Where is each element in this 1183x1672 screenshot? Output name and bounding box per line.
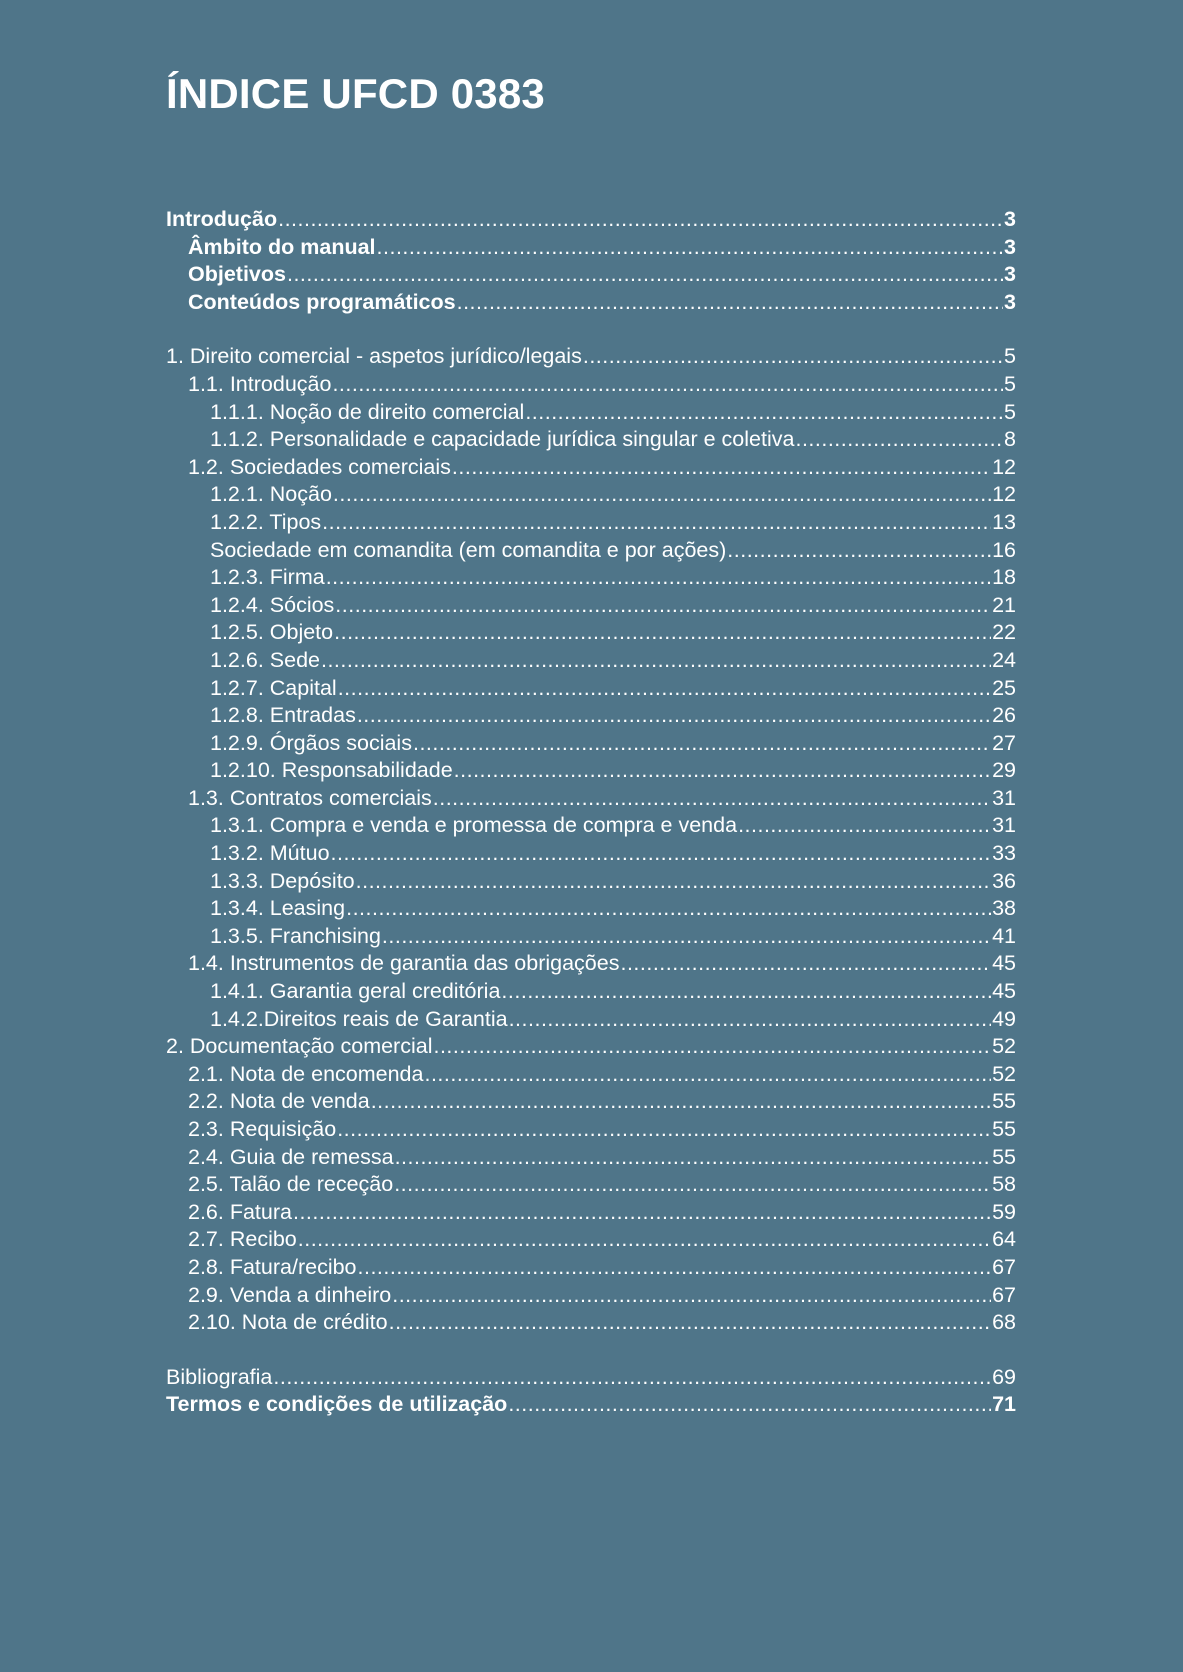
toc-entry-label: 2.2. Nota de venda [188,1089,370,1114]
dot-leader [287,261,1003,289]
toc-entry-page-number: 64 [992,1227,1016,1252]
dot-leader [278,206,1003,234]
toc-entry[interactable] [166,371,1016,399]
toc-entry-label: 2.3. Requisição [188,1117,337,1141]
toc-entry[interactable] [166,785,1016,813]
toc-entry-page-number: 18 [992,565,1016,590]
toc-entry-page-number: 31 [992,785,1016,810]
toc-entry-label: 1.2. Sociedades comerciais [188,454,451,479]
toc-entry-label: 1.3.3. Depósito [210,868,355,893]
toc-entry[interactable] [166,564,1016,592]
dot-leader [273,1364,991,1392]
toc-entry[interactable] [166,840,1016,868]
toc-entry-page-number: 52 [992,1061,1016,1086]
toc-entry-label: 1.1. Introdução [188,371,332,396]
toc-entry-label: 2.5. Talão de receção [188,1172,394,1197]
dot-leader [326,564,991,592]
toc-entry-page-number: 38 [992,896,1016,921]
toc-entry-label: 2. Documentação comercial [166,1034,433,1059]
toc-entry[interactable] [166,426,1016,454]
dot-leader [727,537,991,565]
toc-entry-label: 1.2.8. Entradas [210,703,356,728]
toc-entry[interactable] [166,868,1016,896]
toc-entry[interactable] [166,289,1016,317]
toc-entry[interactable] [166,1254,1016,1282]
toc-entry[interactable] [166,234,1016,262]
toc-entry-page-number: 27 [992,730,1016,755]
toc-entry[interactable] [166,1309,1016,1337]
toc-entry-label: 1.1.1. Noção de direito comercial [210,399,525,424]
toc-entry-label: 1.2.4. Sócios [210,592,335,617]
toc-entry-label: 1.2.9. Órgãos sociais [210,730,412,755]
toc-entry[interactable] [166,1364,1016,1392]
dot-leader [346,895,991,923]
dot-leader [358,1254,992,1282]
toc-entry[interactable] [166,454,1016,482]
toc-entry-page-number: 67 [992,1254,1016,1279]
dot-leader [392,1282,991,1310]
dot-leader [395,1144,992,1172]
toc-entry-page-number: 16 [992,537,1016,562]
toc-entry-label: 2.4. Guia de remessa [188,1144,394,1169]
toc-entry[interactable] [166,1199,1016,1227]
dot-leader [331,840,992,868]
toc-entry-label: 2.10. Nota de crédito [188,1310,388,1335]
toc-entry[interactable] [166,1226,1016,1254]
toc-entry-label: 1.2.6. Sede [210,647,320,672]
dot-leader [433,1033,991,1061]
toc-entry-page-number: 29 [992,758,1016,783]
toc-entry[interactable] [166,261,1016,289]
dot-leader [334,619,991,647]
toc-entry-page-number: 22 [992,620,1016,645]
dot-leader [525,399,1003,427]
toc-entry-label: Conteúdos programáticos [188,289,456,314]
toc-entry-label: 2.1. Nota de encomenda [188,1061,424,1086]
toc-entry[interactable] [166,592,1016,620]
toc-entry-label: 1.2.5. Objeto [210,620,334,645]
toc-entry-page-number: 45 [992,979,1016,1004]
toc-entry-label: 1. Direito comercial - aspetos jurídico/legais [166,344,582,369]
dot-leader [333,481,991,509]
dot-leader [413,730,991,758]
toc-entry-label: Introdução [166,207,278,231]
toc-entry-label: 1.3.2. Mútuo [210,841,330,866]
toc-entry-page-number: 55 [992,1089,1016,1114]
toc-entry-page-number: 69 [992,1364,1016,1389]
toc-entry-page-number: 52 [992,1034,1016,1059]
toc-entry-label: 2.7. Recibo [188,1227,297,1252]
toc-entry[interactable] [166,1061,1016,1089]
toc-entry-label: 1.1.2. Personalidade e capacidade jurídica singular e coletiva [210,427,795,452]
toc-entry-page-number: 5 [1004,344,1016,369]
toc-entry-label: 1.3.1. Compra e venda e promessa de compra e venda [210,813,738,838]
toc-entry-label: 1.3. Contratos comerciais [188,785,432,810]
dot-leader [583,343,1003,371]
toc-entry[interactable] [166,647,1016,675]
toc-entry[interactable] [166,950,1016,978]
toc-entry-page-number: 58 [992,1172,1016,1197]
toc-entry-page-number: 55 [992,1117,1016,1141]
toc-entry[interactable] [166,1144,1016,1172]
toc-entry[interactable] [166,895,1016,923]
toc-entry-page-number: 41 [992,923,1016,948]
dot-leader [508,1391,991,1419]
toc-entry-label: Âmbito do manual [188,234,376,259]
toc-entry[interactable] [166,619,1016,647]
toc-entry-page-number: 3 [1004,207,1016,231]
toc-entry-label: Bibliografia [166,1364,273,1389]
toc-entry-page-number: 3 [1004,262,1016,287]
toc-entry-label: 1.2.10. Responsabilidade [210,758,453,783]
toc-entry[interactable] [166,343,1016,371]
dot-leader [394,1171,991,1199]
toc-entry-label: 1.2.3. Firma [210,565,325,590]
dot-leader [454,757,991,785]
toc-entry-page-number: 5 [1004,399,1016,424]
toc-entry-page-number: 26 [992,703,1016,728]
toc-entry-page-number: 25 [992,675,1016,700]
dot-leader [433,785,991,813]
toc-entry-label: 2.6. Fatura [188,1199,292,1224]
toc-entry-page-number: 59 [992,1199,1016,1224]
toc-entry-label: Termos e condições de utilização [166,1392,508,1417]
dot-leader [338,675,991,703]
dot-leader [452,454,991,482]
toc-entry-page-number: 68 [992,1310,1016,1335]
toc-entry-label: 1.3.5. Franchising [210,923,381,948]
toc-entry[interactable] [166,1033,1016,1061]
toc-entry-label: Objetivos [188,262,286,287]
toc-entry-page-number: 5 [1004,371,1016,396]
toc-entry-page-number: 49 [992,1006,1016,1031]
toc-entry[interactable] [166,1116,1016,1144]
dot-leader [293,1199,991,1227]
toc-entry-label: 2.8. Fatura/recibo [188,1254,357,1279]
dot-leader [335,592,991,620]
dot-leader [795,426,1003,454]
toc-entry-label: 1.4.1. Garantia geral creditória [210,979,501,1004]
dot-leader [382,923,991,951]
toc-entry-page-number: 13 [992,509,1016,534]
toc-entry[interactable] [166,206,1016,234]
toc-entry[interactable] [166,702,1016,730]
toc-entry[interactable] [166,1391,1016,1419]
dot-leader [457,289,1003,317]
toc-entry-label: 1.4.2.Direitos reais de Garantia [210,1006,508,1031]
dot-leader [738,812,991,840]
toc-entry-page-number: 24 [992,647,1016,672]
dot-leader [389,1309,991,1337]
dot-leader [337,1116,991,1144]
toc-entry-label: Sociedade em comandita (em comandita e por ações) [210,537,727,562]
toc-entry[interactable] [166,1006,1016,1034]
dot-leader [377,234,1004,262]
toc-entry[interactable] [166,757,1016,785]
toc-entry-label: 1.2.1. Noção [210,482,332,507]
toc-entry[interactable] [166,730,1016,758]
dot-leader [356,868,991,896]
dot-leader [322,509,991,537]
toc-entry[interactable] [166,675,1016,703]
dot-leader [620,950,991,978]
toc-entry-page-number: 12 [992,454,1016,479]
dot-leader [298,1226,991,1254]
toc-entry-page-number: 33 [992,841,1016,866]
toc-entry-page-number: 71 [992,1392,1016,1417]
toc-entry[interactable] [166,1088,1016,1116]
dot-leader [501,978,991,1006]
dot-leader [321,647,991,675]
toc-entry-page-number: 12 [992,482,1016,507]
page-title: ÍNDICE UFCD 0383 [166,70,545,117]
toc-entry-page-number: 8 [1004,427,1016,452]
toc-entry-page-number: 31 [992,813,1016,838]
toc-entry[interactable] [166,1171,1016,1199]
toc-entry[interactable] [166,537,1016,565]
toc-entry[interactable] [166,1282,1016,1310]
toc-entry-label: 1.4. Instrumentos de garantia das obrigações [188,951,620,976]
dot-leader [332,371,1003,399]
toc-entry-page-number: 36 [992,868,1016,893]
toc-entry[interactable] [166,812,1016,840]
toc-entry-page-number: 45 [992,951,1016,976]
toc-entry-label: 1.2.7. Capital [210,675,337,700]
toc-entry-label: 1.3.4. Leasing [210,896,346,921]
toc-entry[interactable] [166,923,1016,951]
toc-entry-page-number: 67 [992,1282,1016,1307]
toc-entry-page-number: 3 [1004,289,1016,314]
toc-entry-page-number: 55 [992,1144,1016,1169]
toc-entry-label: 2.9. Venda a dinheiro [188,1282,392,1307]
toc-entry-label: 1.2.2. Tipos [210,509,322,534]
toc-entry[interactable] [166,509,1016,537]
table-of-contents [166,206,1016,1419]
dot-leader [357,702,991,730]
toc-entry[interactable] [166,481,1016,509]
dot-leader [509,1006,992,1034]
toc-entry[interactable] [166,978,1016,1006]
toc-entry[interactable] [166,399,1016,427]
dot-leader [424,1061,991,1089]
toc-entry-page-number: 3 [1004,234,1016,259]
dot-leader [371,1088,991,1116]
toc-entry-page-number: 21 [992,592,1016,617]
